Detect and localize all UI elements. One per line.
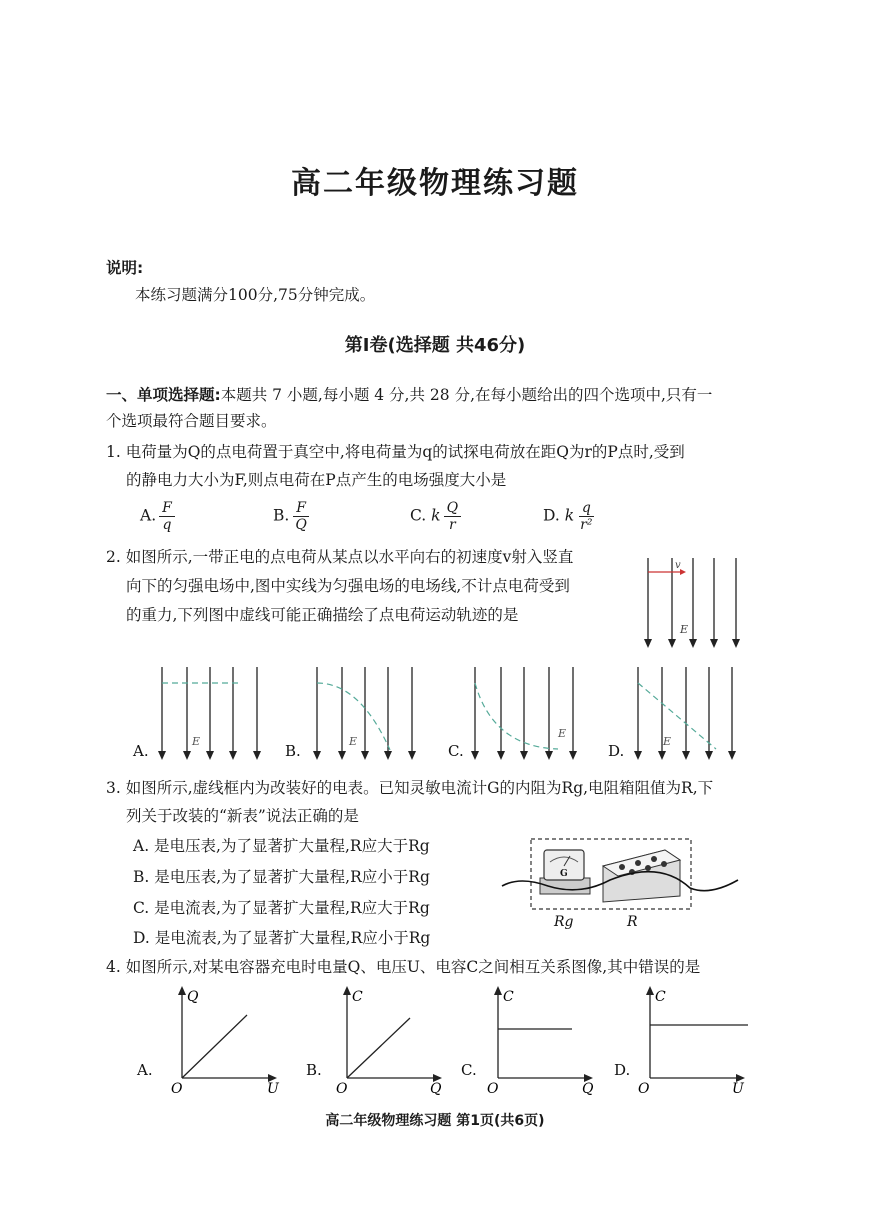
svg-text:Q: Q <box>430 1081 442 1097</box>
part1-description <box>106 385 712 405</box>
svg-text:C: C <box>352 989 363 1005</box>
q4-graph-b[interactable] <box>300 985 450 1095</box>
svg-text:C.: C. <box>448 742 464 760</box>
svg-text:B.: B. <box>285 742 301 760</box>
svg-text:Q: Q <box>582 1081 594 1097</box>
svg-text:E: E <box>558 727 567 740</box>
q4-graph-c[interactable] <box>455 985 605 1095</box>
part1-desc-line2: 个选项最符合题目要求。 <box>106 412 277 430</box>
svg-text:D.: D. <box>614 1061 631 1079</box>
galvanometer-label: G <box>560 869 568 879</box>
q2-option-b-figure[interactable] <box>285 665 425 765</box>
q1-stem-line1: 1. 电荷量为Q的点电荷置于真空中,将电荷量为q的试探电荷放在距Q为r的P点时,受到 <box>106 443 685 461</box>
part1-heading: 一、单项选择题: <box>106 386 221 404</box>
q3-option-a[interactable]: A. 是电压表,为了显著扩大量程,R应大于Rg <box>133 837 430 855</box>
svg-text:U: U <box>732 1081 744 1097</box>
svg-text:E: E <box>349 735 358 748</box>
svg-text:D.: D. <box>608 742 625 760</box>
notes-body: 本练习题满分100分,75分钟完成。 <box>135 286 376 304</box>
page-title: 高二年级物理练习题 <box>291 166 579 201</box>
velocity-label: v <box>675 560 681 571</box>
q2-stem-line2: 向下的匀强电场中,图中实线为匀强电场的电场线,不计点电荷受到 <box>126 577 570 595</box>
svg-text:O: O <box>487 1081 499 1097</box>
notes-heading: 说明: <box>106 259 144 277</box>
svg-text:C: C <box>655 989 666 1005</box>
graph-line <box>347 1018 410 1078</box>
q1-option-c[interactable]: C. k $\frac{Q}{r}$ <box>410 500 461 533</box>
trajectory-line <box>638 683 716 749</box>
svg-text:A.: A. <box>137 1061 153 1079</box>
svg-text:E: E <box>192 735 201 748</box>
q4-graph-d[interactable] <box>610 985 760 1095</box>
svg-text:O: O <box>171 1081 183 1097</box>
svg-text:B.: B. <box>306 1061 322 1079</box>
part1-desc-line1: 本题共 7 小题,每小题 4 分,共 28 分,在每小题给出的四个选项中,只有一 <box>220 386 713 404</box>
q3-option-d[interactable]: D. 是电流表,为了显著扩大量程,R应小于Rg <box>133 929 431 947</box>
field-label: E <box>680 623 689 636</box>
q3-stem-line1: 3. 如图所示,虚线框内为改装好的电表。已知灵敏电流计G的内阻为Rg,电阻箱阻值为R,下 <box>106 779 714 797</box>
svg-text:E: E <box>663 735 672 748</box>
svg-text:O: O <box>638 1081 650 1097</box>
svg-text:Q: Q <box>187 989 199 1005</box>
section-title: 第Ⅰ卷(选择题 共46分) <box>344 335 526 356</box>
rg-label: Rg <box>554 914 574 930</box>
r-label: R <box>627 914 638 930</box>
q2-stem-line1: 2. 如图所示,一带正电的点电荷从某点以水平向右的初速度v射入竖直 <box>106 548 574 566</box>
q4-graph-a[interactable] <box>135 985 285 1095</box>
graph-line <box>182 1015 247 1078</box>
q1-stem-line2: 的静电力大小为F,则点电荷在P点产生的电场强度大小是 <box>126 471 507 489</box>
q4-stem: 4. 如图所示,对某电容器充电时电量Q、电压U、电容C之间相互关系图像,其中错误的是 <box>106 958 701 976</box>
q1-option-d[interactable]: D. k $\frac{q}{\text{r²}}$ <box>543 500 593 533</box>
q2-field-figure <box>640 555 750 655</box>
svg-text:O: O <box>336 1081 348 1097</box>
svg-text:C: C <box>503 989 514 1005</box>
q3-option-b[interactable]: B. 是电压表,为了显著扩大量程,R应小于Rg <box>133 868 430 886</box>
svg-text:C.: C. <box>461 1061 477 1079</box>
q3-option-c[interactable]: C. 是电流表,为了显著扩大量程,R应大于Rg <box>133 899 430 917</box>
q3-meter-figure <box>500 836 740 936</box>
q2-option-c-figure[interactable] <box>448 665 588 765</box>
q2-option-d-figure[interactable] <box>608 665 748 765</box>
q3-stem-line2: 列关于改装的“新表”说法正确的是 <box>126 807 359 825</box>
q1-option-b[interactable]: B. $\frac{F}{Q}$ <box>273 500 310 533</box>
svg-text:U: U <box>267 1081 279 1097</box>
trajectory-line <box>475 683 558 749</box>
q2-option-a-figure[interactable] <box>130 665 270 765</box>
page-footer: 高二年级物理练习题 第1页(共6页) <box>325 1113 545 1129</box>
q2-stem-line3: 的重力,下列图中虚线可能正确描绘了点电荷运动轨迹的是 <box>126 606 519 624</box>
svg-text:A.: A. <box>133 742 149 760</box>
q1-option-a[interactable]: A. $\frac{F}{q}$ <box>140 500 175 533</box>
